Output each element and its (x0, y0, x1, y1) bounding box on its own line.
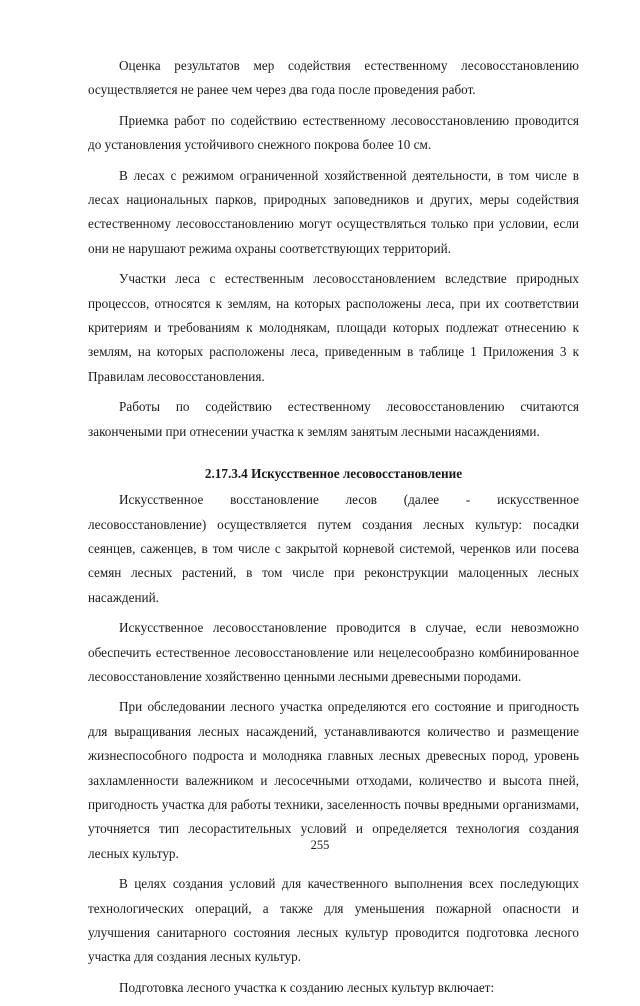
paragraph-artificial-definition: Искусственное восстановление лесов (далее - искусственное лесовосстановление) осуществляется путем создания лесных культур: посадки сеянцев, саженцев, в том числе с закрытой корневой системой, черенков или посева семян лесных растений, в том числе при реконструкции малоценных лесных насаждений. (88, 492, 579, 605)
paragraph-site-survey: При обследовании лесного участка определяются его состояние и пригодность для выращивания лесных насаждений, устанавливаются количество и размещение жизнеспособного подроста и молодняка главных лесных древесных пород, уровень захламленности валежником и лесосечными отходами, количество и высота пней, пригодность участка для работы техники, заселенность почвы вредными организмами, уточняется тип лесорастительных условий и определяется технология создания лесных культур. (88, 699, 579, 861)
paragraph-natural-regeneration-plots: Участки леса с естественным лесовосстановлением вследствие природных процессов, относятся к землям, на которых расположены леса, при их соответствии критериям и требованиям к молоднякам, площади которых подлежат отнесению к землям, на которых расположены леса, приведенным в таблице 1 Приложения 3 к Правилам лесовосстановления. (88, 271, 579, 384)
paragraph-work-completion: Работы по содействию естественному лесовосстановлению считаются закончеными при отнесении участка к землям занятым лесными насаждениями. (88, 399, 579, 439)
page-number: 255 (310, 838, 330, 852)
paragraph-artificial-conditions: Искусственное лесовосстановление проводится в случае, если невозможно обеспечить естественное лесовосстановление или нецелесообразно комбинированное лесовосстановление хозяйственно ценными лесными древесными породами. (88, 620, 579, 684)
paragraph-site-preparation-includes: Подготовка лесного участка к созданию лесных культур включает: (119, 979, 495, 995)
paragraph-results-evaluation: Оценка результатов мер содействия естественному лесовосстановлению осуществляется не ранее чем через два года после проведения работ. (88, 58, 579, 98)
section-heading: 2.17.3.4 Искусственное лесовосстановление (204, 466, 463, 482)
paragraph-restricted-forests: В лесах с режимом ограниченной хозяйственной деятельности, в том числе в лесах национальных парков, природных заповедников и других, меры содействия естественному лесовосстановлению могут осуществляться только при условии, если они не нарушают режима охраны соответствующих территорий. (88, 167, 579, 256)
document-page (88, 54, 579, 1006)
paragraph-site-preparation-purpose: В целях создания условий для качественного выполнения всех последующих технологических операций, а также для уменьшения пожарной опасности и улучшения санитарного состояния лесных культур проводится подготовка лесного участка для создания лесных культур. (88, 876, 579, 965)
paragraph-work-acceptance: Приемка работ по содействию естественному лесовосстановлению проводится до установления устойчивого снежного покрова более 10 см. (88, 112, 579, 153)
